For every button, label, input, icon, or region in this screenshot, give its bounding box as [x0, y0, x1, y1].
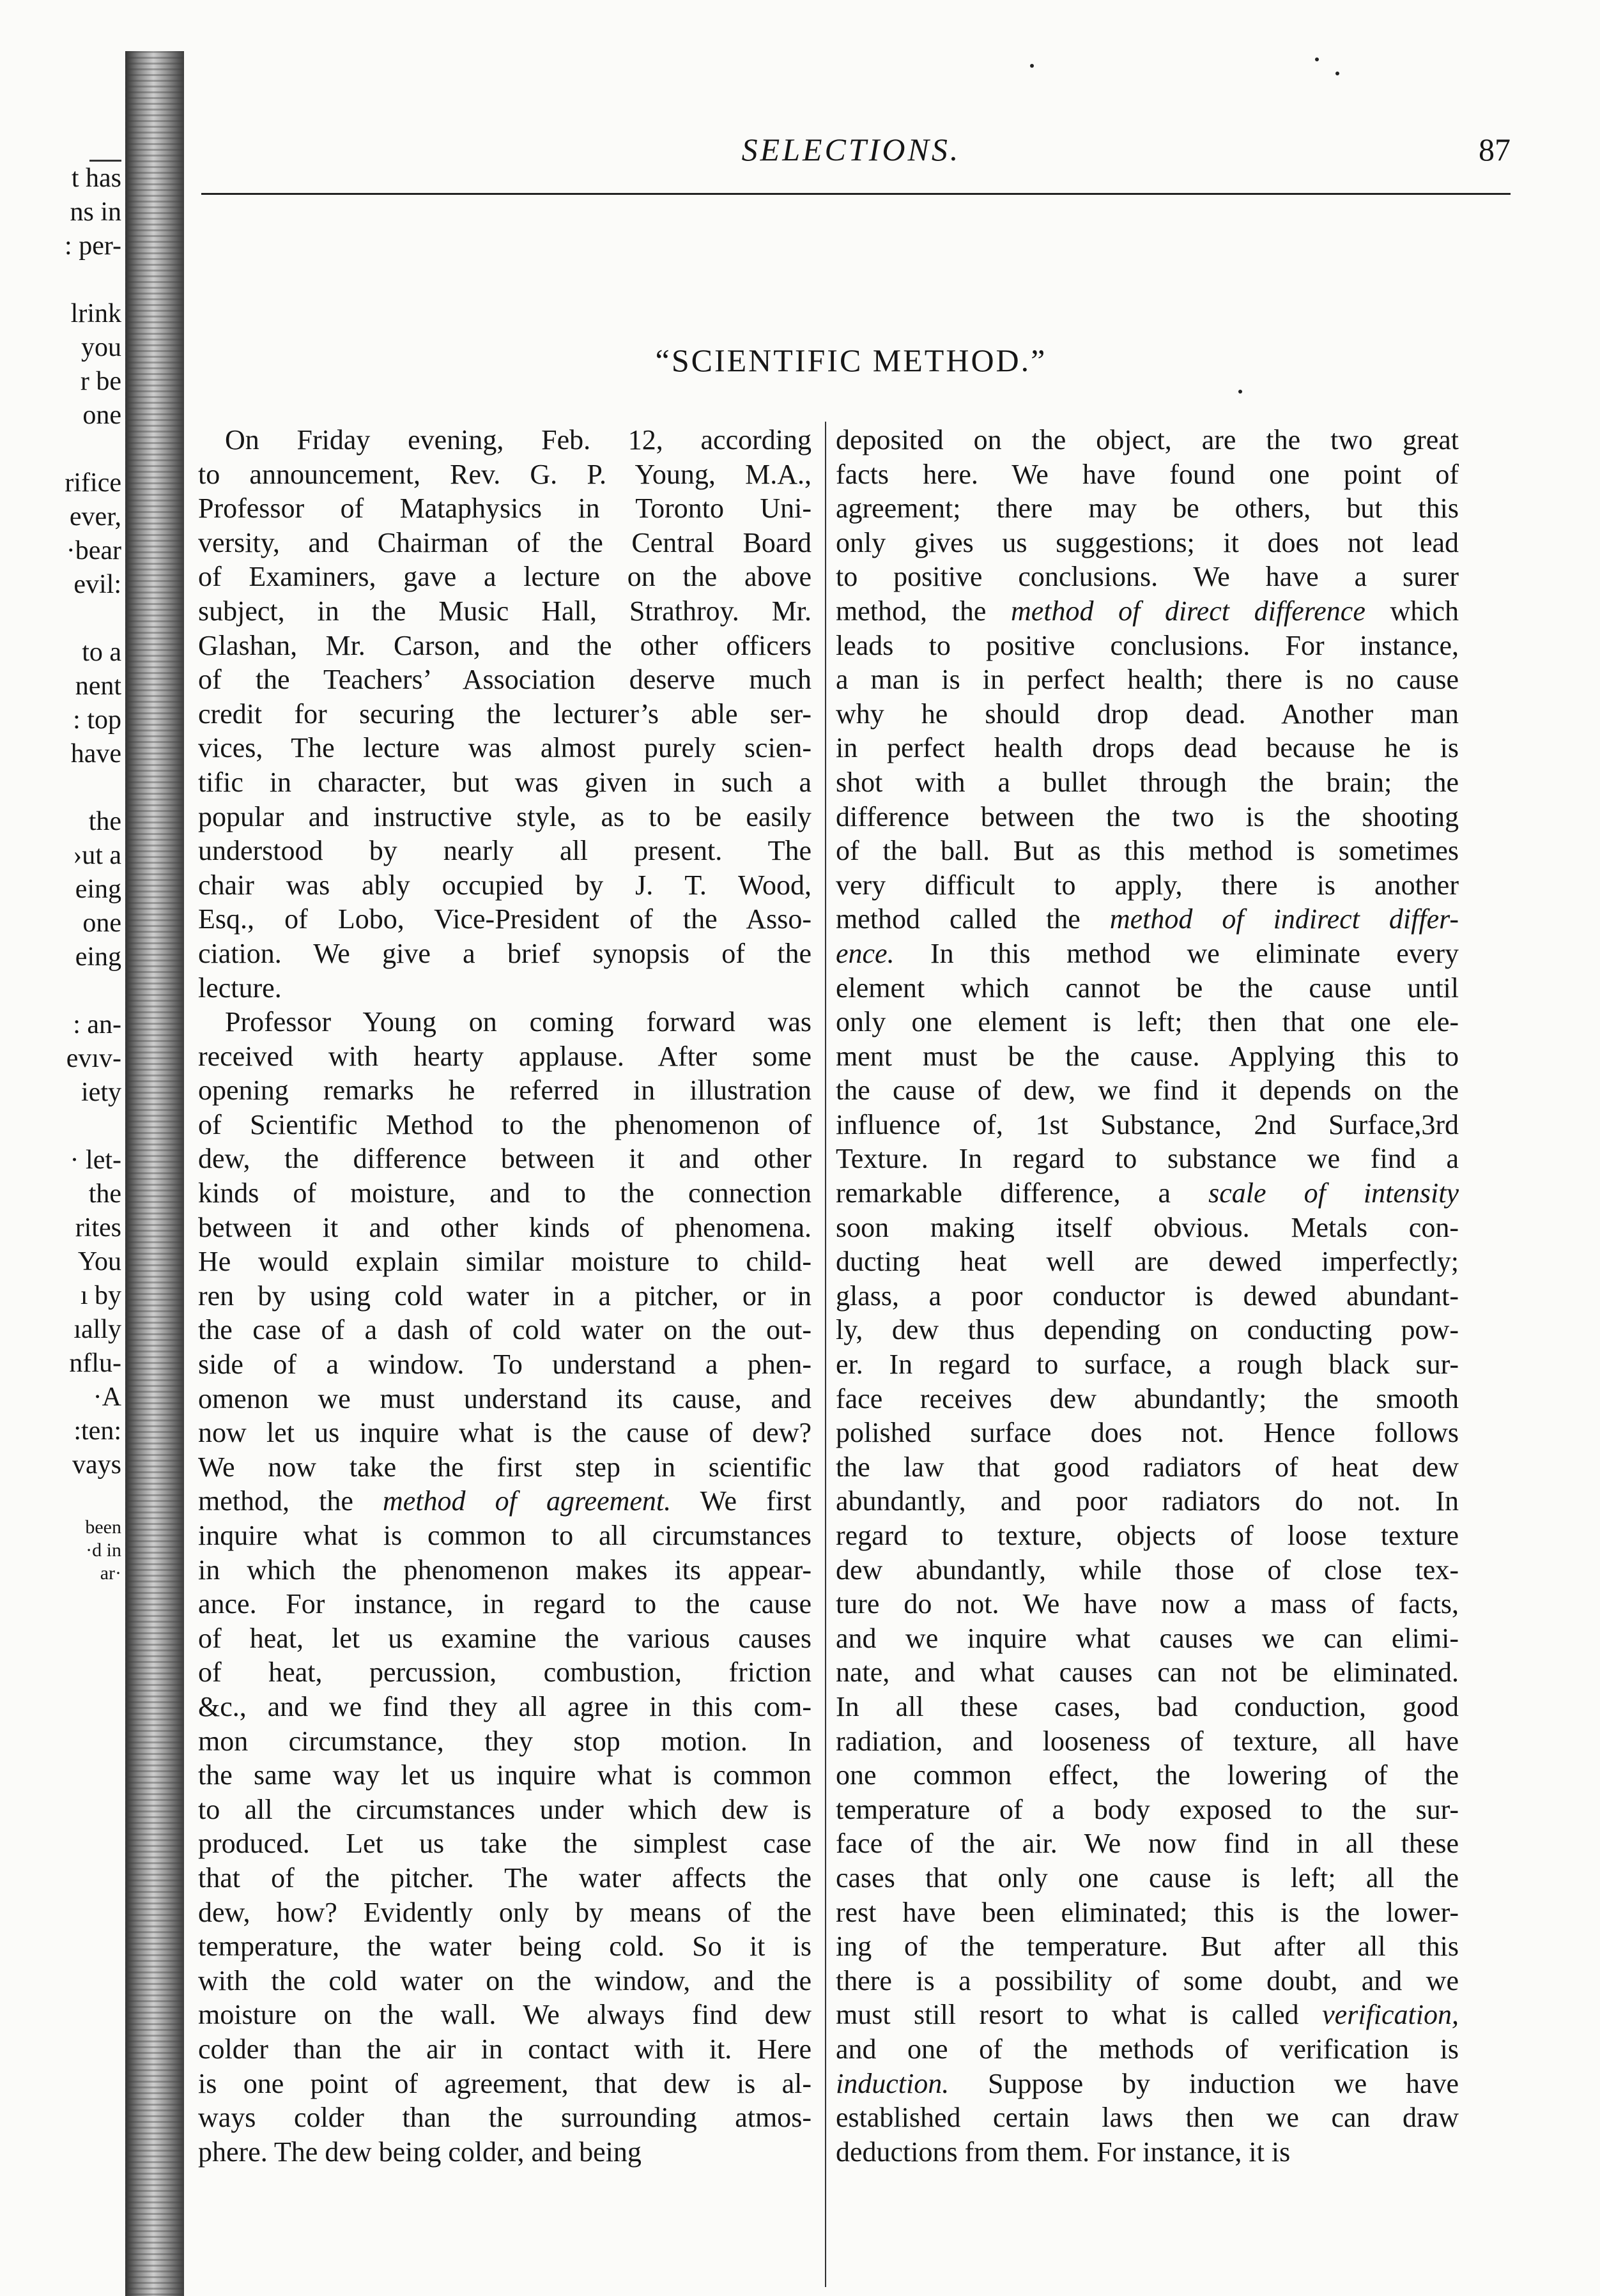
text-line: popular and instructive style, as to be easily — [198, 800, 812, 832]
text-line: only gives us suggestions; it does not lead — [836, 526, 1459, 558]
text-line: temperature, the water being cold. So it is — [198, 1931, 812, 1963]
fragment-line: lrink — [70, 299, 121, 328]
text-line: dew, how? Evidently only by means of the — [198, 1896, 812, 1928]
text-line: face of the air. We now find in all these — [836, 1828, 1459, 1860]
text-line: ly, dew thus depending on conducting pow- — [836, 1314, 1459, 1346]
fragment-gap — [0, 1482, 121, 1516]
running-head-title: SELECTIONS. — [741, 132, 961, 167]
text-line: side of a window. To understand a phen- — [198, 1349, 812, 1381]
fragment-line: ns in — [70, 197, 121, 227]
fragment-line: you — [81, 333, 121, 362]
text-line: face receives dew abundantly; the smooth — [836, 1382, 1459, 1414]
text-line: and we inquire what causes we can elimi- — [836, 1622, 1459, 1654]
text-line: cases that only one cause is left; all the — [836, 1862, 1459, 1894]
fragment-line: : an- — [73, 1010, 121, 1039]
fragment-gap — [0, 771, 121, 805]
text-line: abundantly, and poor radiators do not. In — [836, 1485, 1459, 1517]
text-line: between it and other kinds of phenomena. — [198, 1211, 812, 1243]
text-line: to announcement, Rev. G. P. Young, M.A., — [198, 458, 812, 490]
facing-page-fragment — [0, 160, 121, 1585]
text-line: very difficult to apply, there is another — [836, 869, 1459, 901]
text-line: with the cold water on the window, and the — [198, 1964, 812, 1996]
text-line: established certain laws then we can draw — [836, 2102, 1459, 2134]
text-line: Professor Young on coming forward was — [225, 1006, 812, 1038]
text-line: kinds of moisture, and to the connection — [198, 1177, 812, 1209]
text-line: leads to positive conclusions. For instance, — [836, 629, 1459, 661]
fragment-line: t has — [71, 164, 121, 193]
fragment-line: rites — [75, 1213, 121, 1243]
text-line: He would explain similar moisture to child- — [198, 1246, 812, 1278]
text-line: is one point of agreement, that dew is al- — [198, 2067, 812, 2099]
fragment-line: ·bear — [66, 536, 121, 565]
fragment-line: · let- — [70, 1145, 121, 1175]
text-line: ment must be the cause. Applying this to — [836, 1040, 1459, 1072]
text-line: credit for securing the lecturer’s able ser- — [198, 698, 812, 730]
text-line: ing of the temperature. But after all this — [836, 1931, 1459, 1963]
text-line: difference between the two is the shooting — [836, 800, 1459, 832]
fragment-gap — [0, 432, 121, 466]
article-title: “SCIENTIFIC METHOD.” — [655, 342, 1047, 378]
text-line: radiation, and looseness of texture, all have — [836, 1725, 1459, 1757]
text-line: of heat, percussion, combustion, friction — [198, 1657, 812, 1688]
text-line: of the ball. But as this method is sometimes — [836, 835, 1459, 867]
text-line: a man is in perfect health; there is no cause — [836, 664, 1459, 696]
text-line: to all the circumstances under which dew is — [198, 1793, 812, 1825]
text-line: er. In regard to surface, a rough black sur- — [836, 1349, 1459, 1381]
text-line: subject, in the Music Hall, Strathroy. Mr. — [198, 595, 812, 627]
text-line: in perfect health drops dead because he is — [836, 732, 1459, 764]
fragment-line: have — [70, 739, 121, 769]
text-line: We now take the first step in scientific — [198, 1451, 812, 1483]
text-line: temperature of a body exposed to the sur- — [836, 1793, 1459, 1825]
text-line: in which the phenomenon makes its appear- — [198, 1554, 812, 1586]
text-line: ducting heat well are dewed imperfectly; — [836, 1246, 1459, 1278]
text-line: ren by using cold water in a pitcher, or in — [198, 1280, 812, 1312]
fragment-line: the — [88, 807, 121, 836]
text-line: method called the method of indirect differ- — [836, 903, 1459, 935]
text-line: opening remarks he referred in illustration — [198, 1075, 812, 1106]
text-line: remarkable difference, a scale of intensity — [836, 1177, 1459, 1209]
text-line: that of the pitcher. The water affects the — [198, 1862, 812, 1894]
page-number: 87 — [1479, 132, 1511, 167]
header-rule — [201, 193, 1511, 195]
text-line: ways colder than the surrounding atmos- — [198, 2102, 812, 2134]
text-line: inquire what is common to all circumstances — [198, 1520, 812, 1551]
text-line: facts here. We have found one point of — [836, 458, 1459, 490]
text-line: of the Teachers’ Association deserve much — [198, 664, 812, 696]
print-speck — [1335, 72, 1339, 75]
text-line: regard to texture, objects of loose texture — [836, 1520, 1459, 1551]
fragment-line: : top — [73, 705, 121, 735]
fragment-line: rifice — [65, 468, 121, 498]
text-line: phere. The dew being colder, and being — [198, 2136, 642, 2168]
text-line: agreement; there may be others, but this — [836, 493, 1459, 524]
text-line: ciation. We give a brief synopsis of the — [198, 937, 812, 969]
text-line: tific in character, but was given in such a — [198, 766, 812, 798]
fragment-gap — [0, 263, 121, 297]
text-line: On Friday evening, Feb. 12, according — [225, 424, 812, 455]
text-line: and one of the methods of verification is — [836, 2033, 1459, 2065]
column-divider — [825, 422, 826, 2287]
text-line: lecture. — [198, 972, 282, 1004]
text-line: Professor of Mataphysics in Toronto Uni- — [198, 493, 812, 524]
text-line: In all these cases, bad conduction, good — [836, 1690, 1459, 1722]
text-line: colder than the air in contact with it. Here — [198, 2033, 812, 2065]
book-binding-shadow — [125, 51, 184, 2296]
text-line: nate, and what causes can not be eliminated. — [836, 1657, 1459, 1688]
text-line: to positive conclusions. We have a surer — [836, 561, 1459, 593]
right-column — [836, 423, 1459, 2169]
text-line: of Examiners, gave a lecture on the above — [198, 561, 812, 593]
left-column — [198, 423, 812, 2169]
text-line: method, the method of agreement. We first — [198, 1485, 812, 1517]
text-line: vices, The lecture was almost purely scien- — [198, 732, 812, 764]
text-line: of heat, let us examine the various causes — [198, 1622, 812, 1654]
fragment-line: been — [85, 1517, 121, 1538]
text-line: element which cannot be the cause until — [836, 972, 1459, 1004]
text-line: dew, the difference between it and other — [198, 1143, 812, 1175]
text-line: the cause of dew, we find it depends on the — [836, 1075, 1459, 1106]
fragment-line: ıally — [73, 1315, 121, 1344]
text-line: glass, a poor conductor is dewed abundant- — [836, 1280, 1459, 1312]
text-line: the law that good radiators of heat dew — [836, 1451, 1459, 1483]
text-line: the same way let us inquire what is common — [198, 1759, 812, 1791]
text-line: rest have been eliminated; this is the lower- — [836, 1896, 1459, 1928]
text-line: now let us inquire what is the cause of dew? — [198, 1417, 812, 1449]
text-line: received with hearty applause. After some — [198, 1040, 812, 1072]
fragment-gap — [0, 1110, 121, 1144]
text-line: induction. Suppose by induction we have — [836, 2067, 1459, 2099]
text-line: why he should drop dead. Another man — [836, 698, 1459, 730]
print-speck — [1030, 64, 1034, 68]
text-line: polished surface does not. Hence follows — [836, 1417, 1459, 1449]
fragment-line: eing — [75, 942, 121, 972]
text-line: method, the method of direct difference which — [836, 595, 1459, 627]
text-line: Esq., of Lobo, Vice-President of the Asso- — [198, 903, 812, 935]
print-speck — [1315, 57, 1319, 61]
text-line: omenon we must understand its cause, and — [198, 1382, 812, 1414]
text-line: deposited on the object, are the two great — [836, 424, 1459, 455]
text-line: one common effect, the lowering of the — [836, 1759, 1459, 1791]
fragment-line: one — [82, 908, 121, 938]
text-line: shot with a bullet through the brain; the — [836, 766, 1459, 798]
text-line: Glashan, Mr. Carson, and the other officers — [198, 629, 812, 661]
text-line: must still resort to what is called verification, — [836, 1999, 1459, 2031]
text-line: ence. In this method we eliminate every — [836, 937, 1459, 969]
text-line: the case of a dash of cold water on the out- — [198, 1314, 812, 1346]
fragment-line: evıv- — [66, 1044, 121, 1073]
text-line: ance. For instance, in regard to the cause — [198, 1588, 812, 1620]
text-line: of Scientific Method to the phenomenon of — [198, 1108, 812, 1140]
fragment-line: ·d in — [86, 1540, 121, 1561]
fragment-line: the — [88, 1179, 121, 1209]
text-line: Texture. In regard to substance we find a — [836, 1143, 1459, 1175]
fragment-line: r be — [80, 367, 121, 396]
fragment-line: ı by — [80, 1281, 121, 1310]
fragment-line: vays — [72, 1450, 121, 1480]
fragment-line: :ten: — [73, 1416, 121, 1446]
print-speck — [1238, 390, 1242, 394]
text-line: chair was ably occupied by J. T. Wood, — [198, 869, 812, 901]
fragment-line: to a — [82, 638, 121, 667]
fragment-line: evil: — [73, 570, 121, 599]
text-line: deductions from them. For instance, it is — [836, 2136, 1291, 2168]
fragment-line: ever, — [69, 502, 121, 532]
text-line: influence of, 1st Substance, 2nd Surface,3rd — [836, 1108, 1459, 1140]
text-line: mon circumstance, they stop motion. In — [198, 1725, 812, 1757]
text-line: understood by nearly all present. The — [198, 835, 812, 867]
text-line: dew abundantly, while those of close tex- — [836, 1554, 1459, 1586]
fragment-line: nflu- — [69, 1349, 121, 1378]
fragment-line: ·A — [93, 1382, 121, 1412]
fragment-gap — [0, 974, 121, 1008]
running-head — [192, 131, 1511, 176]
fragment-line: ›ut a — [73, 841, 121, 870]
text-line: produced. Let us take the simplest case — [198, 1828, 812, 1860]
text-line: &c., and we find they all agree in this com- — [198, 1690, 812, 1722]
text-line: ture do not. We have now a mass of facts, — [836, 1588, 1459, 1620]
fragment-line: one — [82, 401, 121, 430]
fragment-line: : per- — [65, 231, 121, 261]
text-line: only one element is left; then that one ele- — [836, 1006, 1459, 1038]
text-line: soon making itself obvious. Metals con- — [836, 1211, 1459, 1243]
fragment-line: You — [77, 1247, 121, 1276]
text-line: moisture on the wall. We always find dew — [198, 1999, 812, 2031]
fragment-line: iety — [81, 1078, 121, 1107]
text-line: versity, and Chairman of the Central Board — [198, 526, 812, 558]
fragment-line: eing — [75, 875, 121, 904]
fragment-gap — [0, 602, 121, 636]
fragment-line: nent — [75, 671, 121, 701]
fragment-line: ar· — [100, 1563, 121, 1584]
text-line: there is a possibility of some doubt, and we — [836, 1964, 1459, 1996]
